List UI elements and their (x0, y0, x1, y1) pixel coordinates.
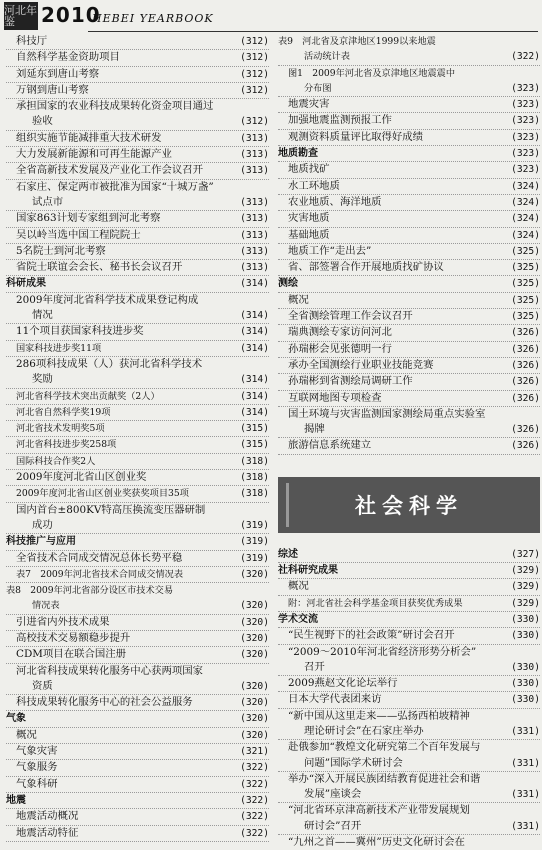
toc-entry-page: (320) (238, 679, 269, 694)
toc-entry-title: 全省技术合同成交情况总体长势平稳 (16, 551, 183, 564)
toc-entry (278, 772, 540, 787)
toc-entry-page: (322) (238, 793, 269, 808)
toc-entry-page: (322) (238, 777, 269, 792)
toc-entry (6, 664, 269, 679)
toc-entry (6, 147, 269, 163)
toc-entry (6, 99, 269, 114)
toc-entry-title: 地质找矿 (288, 163, 330, 176)
toc-entry-title: 瑞典测绘专家访问河北 (288, 326, 392, 339)
toc-entry-page: (319) (238, 518, 269, 533)
toc-entry-page: (314) (238, 341, 269, 356)
toc-entry-page: (319) (238, 551, 269, 566)
toc-entry-page: (313) (238, 260, 269, 275)
toc-entry-title: CDM项目在联合国注册 (16, 648, 127, 661)
toc-entry-page: (325) (509, 244, 540, 259)
toc-entry (278, 803, 540, 818)
toc-entry (278, 162, 540, 178)
toc-entry-title: 试点市 (32, 195, 64, 208)
toc-entry-title: 赴俄参加“教煌文化研究第二个百年发展与 (288, 741, 481, 754)
toc-entry-page: (330) (509, 660, 540, 675)
toc-entry-page: (324) (509, 211, 540, 226)
toc-entry-title: 省院士联谊会会长、秘书长会议召开 (16, 261, 183, 274)
toc-entry-page: (326) (509, 438, 540, 453)
toc-entry-title: 气象 (6, 713, 26, 725)
toc-entry-title: 观测资料质量评比取得好成绩 (288, 130, 424, 143)
toc-entry (278, 391, 540, 407)
toc-entry-page: (331) (509, 787, 540, 802)
page-header (0, 0, 542, 34)
yearbook-logo (4, 2, 38, 30)
toc-entry-title: 测绘 (278, 278, 298, 290)
toc-entry (278, 228, 540, 244)
toc-entry-page: (325) (509, 276, 540, 291)
toc-entry-title: “九州之首——冀州”历史文化研讨会在 (288, 836, 465, 849)
toc-entry (6, 454, 269, 470)
toc-entry (6, 357, 269, 372)
toc-entry-title: 承办全国测绘行业职业技能竞赛 (288, 358, 434, 371)
toc-entry-page: (320) (238, 631, 269, 646)
toc-entry-title: 科技推广与应用 (6, 536, 76, 548)
toc-entry (278, 66, 540, 81)
toc-entry-title: 水工环地质 (288, 179, 340, 192)
toc-entry-page: (314) (238, 372, 269, 387)
toc-entry-page: (323) (509, 130, 540, 145)
toc-entry (6, 405, 269, 421)
toc-entry-title: “民生视野下的社会政策”研讨会召开 (288, 629, 455, 642)
toc-entry (6, 728, 269, 744)
toc-entry (278, 260, 540, 276)
toc-entry (278, 740, 540, 755)
toc-entry-title: 承担国家的农业科技成果转化资金项目通过 (16, 100, 214, 113)
toc-entry (278, 407, 540, 422)
toc-entry (278, 756, 540, 772)
toc-entry (6, 195, 269, 211)
toc-entry (278, 422, 540, 438)
toc-entry-title: 石家庄、保定两市被批准为国家“十城万盏” (16, 180, 214, 193)
toc-entry-page: (320) (238, 728, 269, 743)
toc-entry (278, 835, 540, 850)
toc-entry-title: “2009～2010年河北省经济形势分析会” (288, 645, 477, 658)
toc-entry (6, 695, 269, 711)
toc-entry-page: (329) (509, 579, 540, 594)
toc-entry-page: (329) (509, 596, 540, 611)
toc-entry-title: 综述 (278, 548, 298, 560)
toc-entry (6, 180, 269, 195)
toc-entry-page: (324) (509, 179, 540, 194)
toc-entry (278, 130, 540, 146)
toc-entry (6, 437, 269, 453)
toc-right-bottom (278, 547, 540, 850)
toc-entry-page: (326) (509, 325, 540, 340)
toc-entry (278, 146, 540, 162)
toc-right-column (278, 34, 540, 849)
toc-entry-page: (327) (509, 547, 540, 562)
toc-entry (278, 81, 540, 97)
toc-entry (6, 131, 269, 147)
toc-entry-title: 情况表 (32, 600, 60, 612)
toc-entry-page: (330) (509, 676, 540, 691)
toc-entry (6, 809, 269, 825)
toc-entry-title: 刘延东到唐山考察 (16, 67, 100, 80)
toc-entry-title: 河北省科技成果转化服务中心获两项国家 (16, 664, 204, 677)
toc-entry (6, 711, 269, 727)
toc-entry (278, 676, 540, 692)
toc-entry-title: 社科研究成果 (278, 565, 338, 577)
toc-entry-title: 吴以岭当选中国工程院院士 (16, 228, 141, 241)
toc-entry-title: 孙瑞彬会见张德明一行 (288, 342, 392, 355)
toc-entry (6, 470, 269, 486)
toc-entry-title: 概况 (16, 728, 37, 741)
toc-entry (6, 518, 269, 534)
toc-entry-title: 旅游信息系统建立 (288, 439, 372, 452)
toc-entry (278, 563, 540, 579)
toc-entry-page: (319) (238, 534, 269, 549)
toc-entry-title: 自然科学基金资助项目 (16, 51, 120, 64)
toc-entry-page: (312) (238, 83, 269, 98)
toc-entry (6, 615, 269, 631)
toc-right-top (278, 34, 540, 455)
toc-entry (6, 293, 269, 308)
toc-entry-page: (318) (238, 486, 269, 501)
toc-entry-page: (322) (509, 49, 540, 64)
toc-entry (278, 438, 540, 454)
toc-entry-page: (313) (238, 131, 269, 146)
toc-entry-title: 科技成果转化服务中心的社会公益服务 (16, 696, 193, 709)
toc-entry-page: (313) (238, 244, 269, 259)
toc-entry-page: (323) (509, 162, 540, 177)
toc-entry-page: (323) (509, 113, 540, 128)
toc-entry (278, 628, 540, 644)
toc-entry (6, 679, 269, 695)
toc-entry-title: 组织实施节能减排重大技术研发 (16, 131, 162, 144)
toc-entry-title: 表9 河北省及京津地区1999以来地震 (278, 36, 436, 47)
toc-entry-title: 学术交流 (278, 613, 318, 625)
toc-entry-title: 河北省技术发明奖5项 (16, 423, 105, 435)
toc-entry (278, 49, 540, 65)
toc-entry-title: 高校技术交易额稳步提升 (16, 631, 131, 644)
toc-entry (6, 551, 269, 567)
toc-entry-page: (330) (509, 612, 540, 627)
toc-entry (6, 341, 269, 357)
toc-entry-title: 互联网地图专项检查 (288, 391, 382, 404)
toc-entry-title: 分布图 (304, 82, 332, 94)
toc-entry-page: (312) (238, 114, 269, 129)
toc-entry-title: 国际科技合作奖2人 (16, 455, 96, 467)
toc-entry-title: 气象科研 (16, 777, 58, 790)
toc-entry-title: 孙瑞彬到省测绘局调研工作 (288, 375, 413, 388)
toc-entry-title: 验收 (32, 115, 53, 128)
toc-entry-title: 气象服务 (16, 761, 58, 774)
yearbook-year: 2010 (41, 3, 101, 27)
toc-entry-title: 地质工作“走出去” (288, 244, 372, 257)
toc-entry-title: 2009年度河北省科学技术成果登记构成 (16, 293, 199, 306)
toc-entry (6, 503, 269, 518)
toc-entry-title: 科研成果 (6, 278, 46, 290)
toc-entry-page: (313) (238, 211, 269, 226)
toc-entry-title: 引进省内外技术成果 (16, 615, 110, 628)
toc-entry-page: (323) (509, 146, 540, 161)
toc-entry (6, 244, 269, 260)
toc-entry-page: (314) (238, 389, 269, 404)
toc-entry-page: (326) (509, 391, 540, 406)
toc-entry (278, 97, 540, 113)
toc-entry-page: (322) (238, 826, 269, 841)
toc-entry (278, 211, 540, 227)
toc-entry-page: (320) (238, 567, 269, 582)
toc-entry-page: (318) (238, 454, 269, 469)
toc-entry-page: (326) (509, 374, 540, 389)
toc-entry (6, 83, 269, 99)
toc-entry-page: (313) (238, 163, 269, 178)
toc-entry (6, 114, 269, 130)
toc-entry-title: 河北省自然科学奖19项 (16, 406, 111, 418)
toc-entry-page: (325) (509, 309, 540, 324)
toc-entry (6, 486, 269, 502)
toc-entry (6, 163, 269, 179)
toc-entry-page: (312) (238, 67, 269, 82)
toc-entry (278, 724, 540, 740)
toc-entry-title: 举办“深入开展民族团结教育促进社会和谐 (288, 772, 481, 785)
toc-entry (6, 324, 269, 340)
toc-entry-title: 情况 (32, 309, 53, 322)
toc-entry-page: (331) (509, 819, 540, 834)
toc-entry-title: 286项科技成果（人）获河北省科学技术 (16, 357, 203, 370)
toc-entry-title: 国家863计划专家组到河北考察 (16, 212, 161, 225)
toc-entry-title: 加强地震监测预报工作 (288, 114, 392, 127)
toc-entry (278, 819, 540, 835)
toc-entry (6, 583, 269, 598)
toc-entry (278, 358, 540, 374)
toc-entry (6, 793, 269, 809)
toc-entry-page: (326) (509, 422, 540, 437)
toc-entry-title: 国内首台±800KV特高压换流变压器研制 (16, 503, 206, 516)
toc-entry-title: 地震活动特征 (16, 826, 79, 839)
toc-entry-title: 省、部签署合作开展地质找矿协议 (288, 261, 444, 274)
toc-entry-title: 地质勘查 (278, 148, 318, 160)
toc-entry-title: 图1 2009年河北省及京津地区地震震中 (288, 67, 456, 79)
toc-entry (278, 179, 540, 195)
toc-entry-title: 奖励 (32, 373, 53, 386)
header-rule (88, 31, 538, 32)
toc-entry-title: “河北省环京津高新技术产业带发展规划 (288, 804, 470, 817)
toc-entry-title: 发展”座谈会 (304, 788, 362, 801)
toc-entry (6, 777, 269, 793)
toc-entry (278, 244, 540, 260)
toc-entry (6, 534, 269, 550)
toc-entry-page: (322) (238, 809, 269, 824)
toc-entry (6, 631, 269, 647)
toc-entry-page: (314) (238, 324, 269, 339)
toc-entry-title: 全省测绘管理工作会议召开 (288, 310, 413, 323)
toc-entry-title: 全省高新技术发展及产业化工作会议召开 (16, 164, 204, 177)
toc-entry (6, 34, 269, 50)
toc-entry (6, 50, 269, 66)
toc-entry-title: “新中国从这里走来——弘扬西柏坡精神 (288, 709, 470, 722)
toc-entry (278, 692, 540, 708)
toc-entry-title: 国家科技进步奖11项 (16, 342, 102, 354)
toc-entry (278, 276, 540, 292)
section-title: 社会科学 (355, 493, 463, 518)
toc-entry-title: 灾害地质 (288, 212, 330, 225)
toc-entry-page: (324) (509, 195, 540, 210)
toc-entry-title: 地震 (6, 794, 26, 806)
toc-entry (278, 709, 540, 724)
toc-entry (6, 260, 269, 276)
toc-entry (6, 567, 269, 583)
toc-entry-title: 研讨会”召开 (304, 819, 362, 832)
toc-entry (278, 374, 540, 390)
toc-entry-title: 气象灾害 (16, 745, 58, 758)
toc-entry-title: 揭牌 (304, 423, 325, 436)
toc-entry (278, 293, 540, 309)
toc-entry-title: 问题”国际学术研讨会 (304, 756, 403, 769)
toc-entry-title: 成功 (32, 518, 53, 531)
toc-entry-title: 基础地质 (288, 228, 330, 241)
toc-entry-title: 万钢到唐山考察 (16, 83, 89, 96)
toc-entry-title: 国土环境与灾害监测国家测绘局重点实验室 (288, 407, 486, 420)
toc-entry-title: 河北省科技进步奖258项 (16, 439, 117, 451)
toc-entry (6, 647, 269, 663)
toc-entry (278, 787, 540, 803)
toc-entry-page: (323) (509, 81, 540, 96)
toc-entry (6, 826, 269, 842)
toc-entry-page: (314) (238, 308, 269, 323)
toc-entry-title: 11个项目获国家科技进步奖 (16, 325, 144, 338)
toc-entry (6, 308, 269, 324)
toc-entry-page: (330) (509, 692, 540, 707)
toc-entry-page: (331) (509, 724, 540, 739)
toc-entry-title: 大力发展新能源和可再生能源产业 (16, 148, 172, 161)
toc-entry-title: 日本大学代表团来访 (288, 693, 382, 706)
toc-entry-title: 科技厅 (16, 35, 48, 47)
toc-entry-title: 2009燕赵文化论坛举行 (288, 677, 398, 690)
toc-entry-page: (320) (238, 615, 269, 630)
toc-entry-title: 活动统计表 (304, 51, 350, 63)
toc-entry (278, 195, 540, 211)
toc-entry (6, 389, 269, 405)
toc-entry-page: (313) (238, 228, 269, 243)
toc-entry (6, 211, 269, 227)
toc-entry-title: 理论研讨会”在石家庄举办 (304, 724, 424, 737)
toc-entry (278, 309, 540, 325)
toc-entry (6, 228, 269, 244)
toc-entry-title: 2009年度河北省山区创业奖 (16, 471, 147, 484)
banner-edge (286, 483, 289, 527)
toc-entry-title: 河北省科学技术突出贡献奖（2人） (16, 390, 160, 402)
toc-entry (278, 579, 540, 595)
toc-entry-page: (320) (238, 647, 269, 662)
toc-entry (6, 744, 269, 760)
toc-entry-title: 概况 (288, 580, 309, 593)
toc-entry-page: (312) (238, 34, 269, 49)
toc-entry-page: (325) (509, 293, 540, 308)
toc-entry-page: (320) (238, 711, 269, 726)
toc-entry-title: 农业地质、海洋地质 (288, 195, 382, 208)
toc-entry-page: (320) (238, 695, 269, 710)
toc-left-column (6, 34, 269, 839)
toc-entry-page: (324) (509, 228, 540, 243)
toc-entry-page: (312) (238, 50, 269, 65)
toc-entry-page: (320) (238, 598, 269, 613)
toc-entry-page: (314) (238, 405, 269, 420)
toc-entry-page: (314) (238, 276, 269, 291)
toc-entry-title: 5名院士到河北考察 (16, 244, 106, 257)
toc-entry-page: (331) (509, 756, 540, 771)
toc-entry (278, 34, 540, 49)
toc-entry-page: (313) (238, 147, 269, 162)
toc-entry-page: (318) (238, 470, 269, 485)
toc-entry-page: (326) (509, 342, 540, 357)
toc-entry-title: 地震灾害 (288, 98, 330, 111)
toc-entry (6, 760, 269, 776)
toc-entry (278, 596, 540, 612)
toc-entry (278, 113, 540, 129)
toc-entry-title: 资质 (32, 679, 53, 692)
toc-entry-title: 地震活动概况 (16, 810, 79, 823)
toc-entry (6, 598, 269, 614)
toc-entry-page: (329) (509, 563, 540, 578)
toc-entry-title: 附：河北省社会科学基金项目获奖优秀成果 (288, 597, 463, 609)
toc-entry-title: 表7 2009年河北省技术合同成交情况表 (16, 568, 184, 580)
toc-entry (6, 276, 269, 292)
toc-entry (278, 325, 540, 341)
toc-entry (278, 612, 540, 628)
toc-entry-page: (323) (509, 97, 540, 112)
toc-entry-page: (313) (238, 195, 269, 210)
toc-entry-page: (326) (509, 358, 540, 373)
toc-entry (278, 342, 540, 358)
toc-entry (278, 547, 540, 563)
toc-entry-page: (315) (238, 421, 269, 436)
toc-entry-page: (321) (238, 744, 269, 759)
toc-entry-title: 2009年度河北省山区创业奖获奖项目35项 (16, 488, 189, 500)
toc-entry (278, 660, 540, 676)
toc-entry-page: (330) (509, 628, 540, 643)
toc-entry-page: (322) (238, 760, 269, 775)
toc-entry-page: (325) (509, 260, 540, 275)
toc-entry-title: 召开 (304, 660, 325, 673)
section-banner-social-science (278, 477, 540, 533)
logo-glyph: 河北年鉴 (4, 4, 37, 28)
toc-entry-title: 表8 2009年河北省部分设区市技术交易 (6, 585, 174, 597)
toc-entry (6, 67, 269, 83)
toc-entry (6, 372, 269, 388)
toc-entry-page: (315) (238, 437, 269, 452)
toc-entry-title: 概况 (288, 293, 309, 306)
toc-entry (278, 645, 540, 660)
toc-entry (6, 421, 269, 437)
yearbook-series: HEBEI YEARBOOK (92, 12, 214, 25)
